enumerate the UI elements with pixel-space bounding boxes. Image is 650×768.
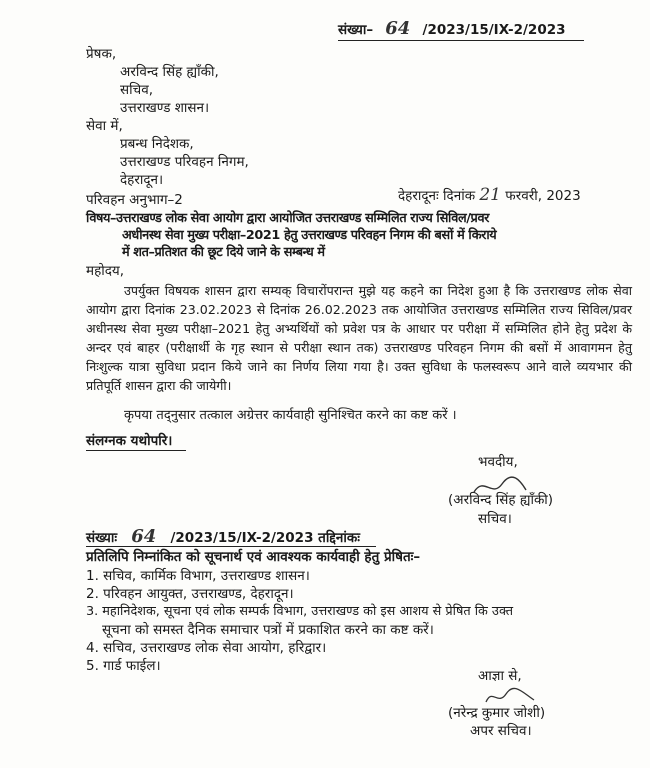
recipient-office: उत्तराखण्ड परिवहन निगम, (120, 154, 249, 170)
copy-item-4: 4. सचिव, उत्तराखण्ड लोक सेवा आयोग, हरिद्वार। (86, 640, 327, 656)
letter-date (398, 186, 581, 205)
enclosure-note: संलग्नक यथोपरि। (86, 433, 173, 449)
recipient-place: देहरादून। (120, 172, 164, 188)
copy-reference-suffix: /2023/15/IX-2/2023 तद्दिनांकः (170, 530, 360, 546)
sender-label: प्रेषक, (86, 46, 117, 62)
signoff-closing: भवदीय, (478, 454, 518, 470)
reference-number (338, 20, 566, 39)
body-paragraph: उपर्युक्त विषयक शासन द्वारा सम्यक् विचारोंपरान्त मुझे यह कहने का निदेश हुआ है कि उत्तराखण्ड लोक सेवा आयोग द्वारा दिनांक 23.02.2023 से दिनांक 26.02.2023 तक आयोजित उत्तराखण्ड सम्मिलित राज्य सिविल/प्रवर अधीनस्थ सेवा मुख्य परीक्षा–2021 हेतु अभ्यर्थियों को प्रवेश पत्र के आधार पर परीक्षा में सम्मिलित होने हेतु प्रदेश के अन्दर एवं बाहर (परीक्षार्थी के गृह स्थान से परीक्षा स्थान तक) उत्तराखण्ड परिवहन निगम की बसों में आवागमन हेतु निःशुल्क यात्रा सुविधा प्रदान किये जाने का निर्णय लिया गया है। उक्त सुविधा के फलस्वरूप आने वाले व्ययभार की प्रतिपूर्ति शासन द्वारा की जायेगी। (86, 283, 632, 393)
signoff-name: (अरविन्द सिंह ह्यॉंकी) (448, 492, 554, 508)
sender-name: अरविन्द सिंह ह्यॉंकी, (120, 64, 219, 80)
order-label: आज्ञा से, (478, 668, 522, 684)
subject-line-3: में शत–प्रतिशत की छूट दिये जाने के सम्बन्ध में (122, 245, 325, 260)
sender-designation: सचिव, (120, 82, 153, 98)
order-designation: अपर सचिव। (470, 723, 532, 739)
reference-underline (338, 40, 584, 41)
recipient-designation: प्रबन्ध निदेशक, (120, 136, 194, 152)
date-day: 21 (479, 185, 501, 205)
salutation: महोदय, (86, 263, 125, 279)
reference-handwritten-number: 64 (385, 18, 411, 39)
date-suffix: फरवरी, 2023 (505, 188, 581, 204)
copy-item-5: 5. गार्ड फाईल। (86, 658, 161, 674)
recipient-label: सेवा में, (86, 118, 123, 134)
reference-label: संख्या– (338, 22, 374, 38)
copy-item-3: 3. महानिदेशक, सूचना एवं लोक सम्पर्क विभाग, उत्तराखण्ड को इस आशय से प्रेषित कि उक्त (86, 604, 514, 619)
signoff-designation: सचिव। (478, 511, 512, 527)
order-name: (नरेन्द्र कुमार जोशी) (448, 705, 546, 721)
copy-reference-label: संख्याः (86, 530, 118, 546)
copy-item-3-continued: सूचना को समस्त दैनिक समाचार पत्रों में प्रकाशित करने का कष्ट करें। (102, 622, 434, 638)
copy-heading: प्रतिलिपि निम्नांकित को सूचनार्थ एवं आवश्यक कार्यवाही हेतु प्रेषितः– (86, 549, 421, 565)
copy-reference-number (86, 528, 360, 547)
copy-item-2: 2. परिवहन आयुक्त, उत्तराखण्ड, देहरादून। (86, 586, 294, 602)
copy-handwritten-number: 64 (131, 526, 157, 547)
date-prefix: देहरादूनः दिनांक (398, 188, 476, 204)
subject-line-2: अधीनस्थ सेवा मुख्य परीक्षा–2021 हेतु उत्तराखण्ड परिवहन निगम की बसों में किराये (122, 228, 497, 243)
section-name: परिवहन अनुभाग–2 (86, 192, 183, 208)
sender-office: उत्तराखण्ड शासन। (120, 100, 210, 116)
request-line: कृपया तद्नुसार तत्काल अग्रेत्तर कार्यवाही सुनिश्चित करने का कष्ट करें । (124, 408, 457, 423)
subject-line-1: विषय–उत्तराखण्ड लोक सेवा आयोग द्वारा आयोजित उत्तराखण्ड सम्मिलित राज्य सिविल/प्रवर (86, 211, 489, 226)
reference-suffix: /2023/15/IX-2/2023 (422, 22, 566, 38)
copy-item-1: 1. सचिव, कार्मिक विभाग, उत्तराखण्ड शासन। (86, 568, 310, 584)
copy-reference-underline (86, 546, 376, 547)
enclosure-underline (86, 450, 186, 451)
